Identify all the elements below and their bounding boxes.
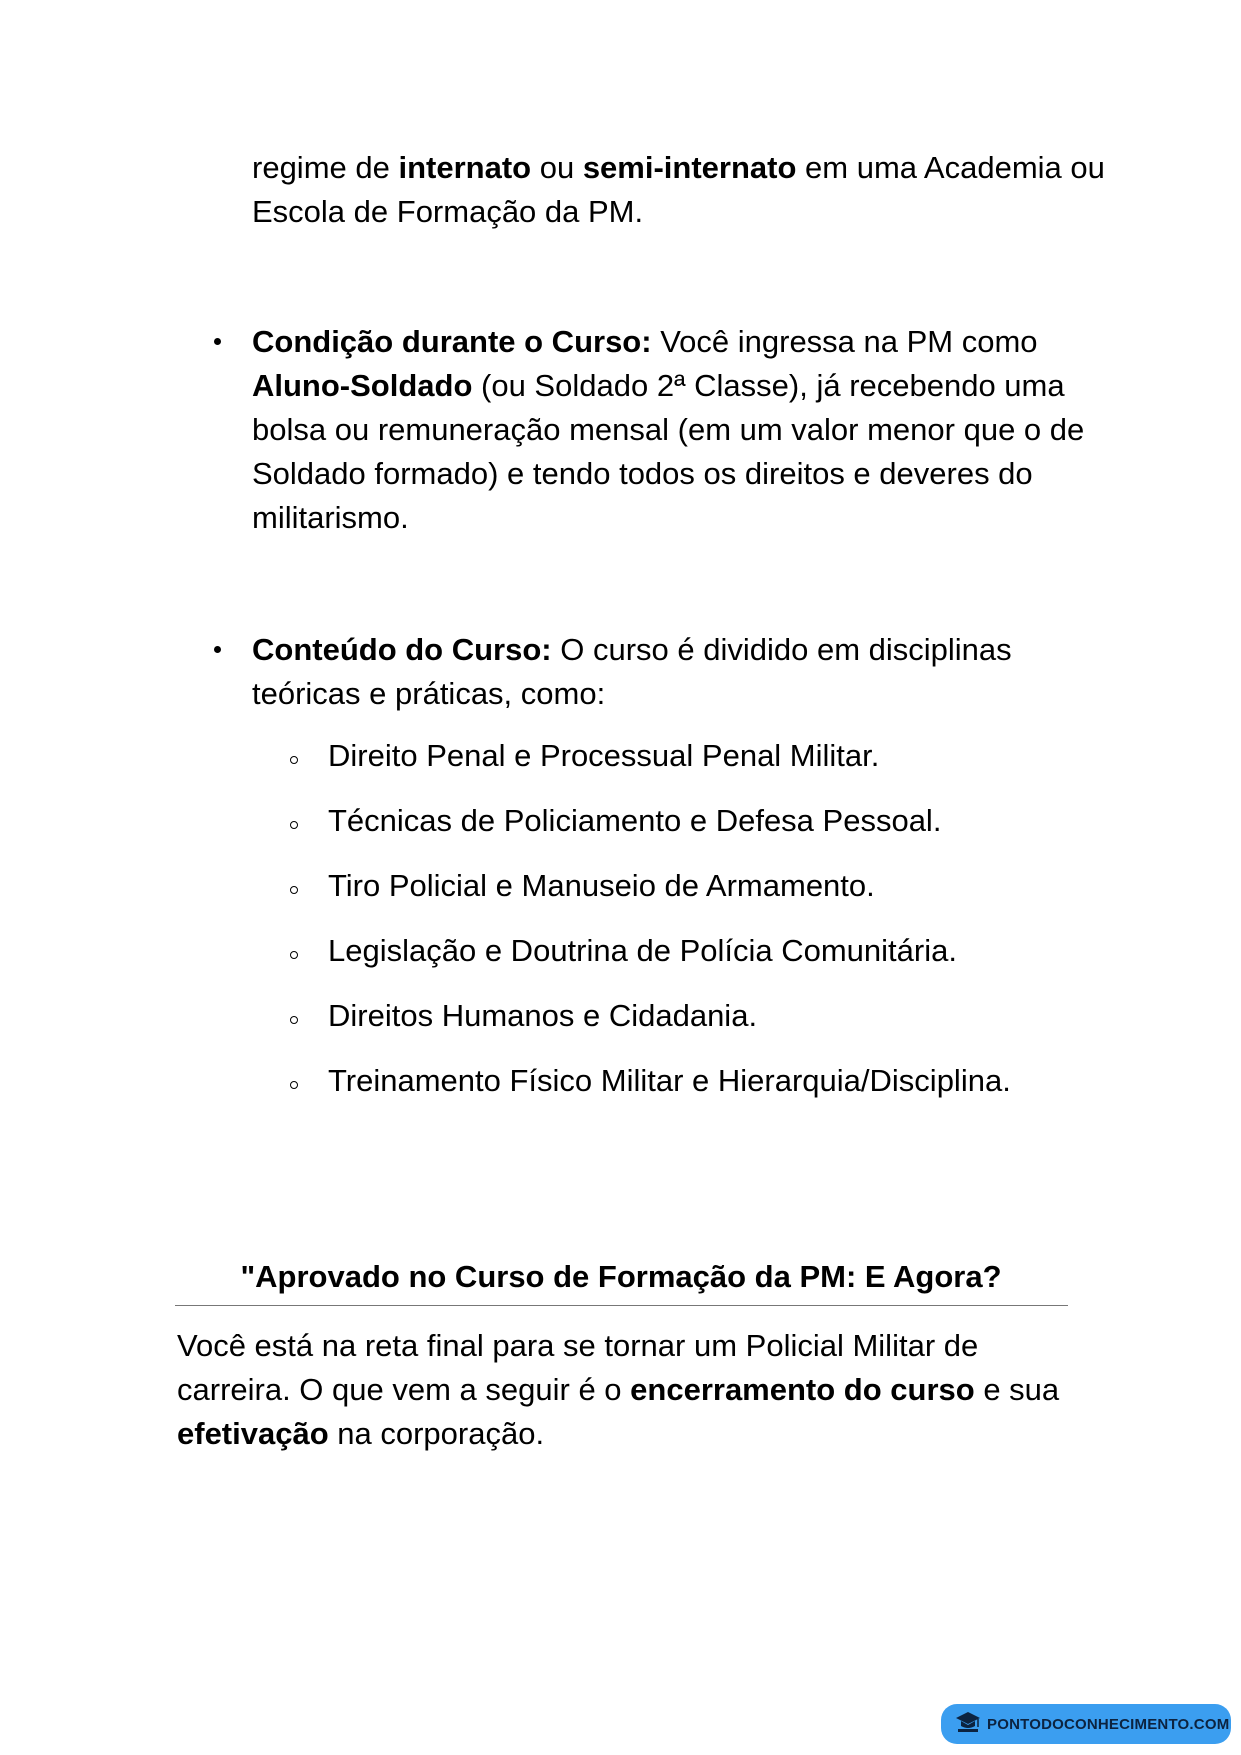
bullet-conteudo: [200, 628, 1100, 716]
bold-efetivacao: efetivação: [177, 1416, 329, 1451]
site-badge[interactable]: [941, 1704, 1231, 1744]
text-run: e sua: [974, 1372, 1060, 1407]
section-paragraph: [177, 1324, 1077, 1456]
circle-bullet-icon: [290, 951, 298, 959]
list-item-text: Treinamento Físico Militar e Hierarquia/Disciplina.: [328, 1063, 1011, 1098]
text-run: em uma Academia ou Escola de Formação da PM.: [252, 150, 1105, 229]
graduation-cap-icon: [955, 1710, 981, 1739]
list-item-text: Direitos Humanos e Cidadania.: [328, 998, 758, 1033]
list-item: [286, 864, 1146, 929]
bullet-label: Condição durante o Curso:: [252, 324, 652, 359]
list-item-text: Legislação e Doutrina de Polícia Comunitária.: [328, 933, 957, 968]
bullet-label: Conteúdo do Curso:: [252, 632, 552, 667]
bold-semi-internato: semi-internato: [582, 150, 797, 185]
bold-internato: internato: [398, 150, 532, 185]
circle-bullet-icon: [290, 1081, 298, 1089]
text-run: regime de: [252, 150, 399, 185]
section-heading: "Aprovado no Curso de Formação da PM: E Agora?: [240, 1259, 1002, 1294]
text-run: Você está na reta final para se tornar um Policial Militar de carreira. O que vem a seguir é o: [177, 1328, 979, 1407]
circle-bullet-icon: [290, 886, 298, 894]
text-run: Você ingressa na PM como: [651, 324, 1038, 359]
list-item-text: Direito Penal e Processual Penal Militar.: [328, 738, 880, 773]
bullet-dot-icon: [214, 338, 221, 345]
list-item-text: Técnicas de Policiamento e Defesa Pessoal.: [328, 803, 942, 838]
bold-encerramento: encerramento do curso: [630, 1372, 975, 1407]
badge-text: PONTODOCONHECIMENTO.COM: [987, 1715, 1230, 1733]
course-subjects-list: [286, 734, 1146, 1124]
bold-aluno-soldado: Aluno-Soldado: [252, 368, 473, 403]
circle-bullet-icon: [290, 756, 298, 764]
list-item: [286, 734, 1146, 799]
heading-divider: [175, 1305, 1068, 1306]
circle-bullet-icon: [290, 821, 298, 829]
list-item: [286, 929, 1146, 994]
continuation-paragraph: [252, 146, 1132, 234]
list-item-text: Tiro Policial e Manuseio de Armamento.: [328, 868, 875, 903]
circle-bullet-icon: [290, 1016, 298, 1024]
list-item: [286, 994, 1146, 1059]
bullet-dot-icon: [214, 646, 221, 653]
text-run: O curso é dividido em disciplinas teóricas e práticas, como:: [252, 632, 1012, 711]
list-item: [286, 799, 1146, 864]
text-run: ou: [531, 150, 583, 185]
bullet-condicao: [200, 320, 1100, 540]
text-run: na corporação.: [328, 1416, 545, 1451]
text-run: (ou Soldado 2ª Classe), já recebendo uma bolsa ou remuneração mensal (em um valor menor que o de Soldado formado) e tendo todos os direitos e deveres do militarismo.: [252, 368, 1085, 535]
list-item: [286, 1059, 1146, 1124]
